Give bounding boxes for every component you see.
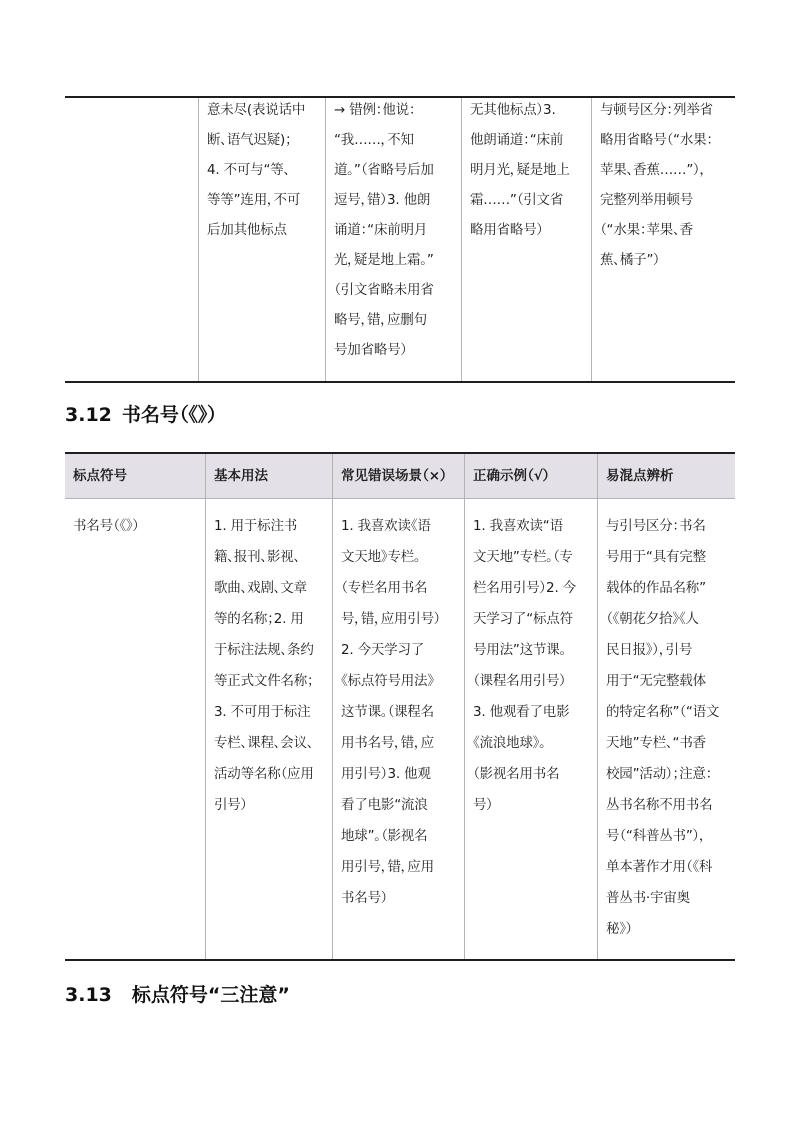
cell-text-line: （专栏名用书名: [341, 580, 428, 596]
table-cell-confusion-analysis: [597, 499, 735, 959]
section-number: 3.12: [65, 404, 112, 426]
cell-text-line: 号用法”这节课。: [473, 642, 567, 658]
cell-text-line: 苹果、香蕉……”），: [600, 162, 707, 178]
cell-text-line: 籍、报刊、影视、: [214, 549, 301, 565]
table-cell-punctuation: [65, 499, 205, 959]
section-heading-3-12: [65, 402, 217, 428]
table-row: [65, 499, 735, 959]
table-cell-correct-examples: [464, 499, 597, 959]
cell-text-line: 用于“无完整载体: [606, 673, 706, 689]
table-cell-common-errors: [332, 499, 464, 959]
cell-text-line: 校园”活动）；注意：: [606, 766, 713, 782]
cell-text-line: 完整列举用顿号: [600, 192, 694, 208]
cell-text-line: 单本著作才用（《科: [606, 859, 713, 875]
cell-text-line: 等的名称；2. 用: [214, 611, 304, 627]
cell-text-line: 略用省略号（“水果：: [600, 132, 713, 148]
cell-text-line: 于标注法规、条约: [214, 642, 314, 658]
cell-text-line: 的特定名称”（“语文: [606, 704, 720, 720]
cell-text-line: 1. 用于标注书: [214, 518, 298, 534]
cell-text-line: 霜……”（引文省: [470, 192, 564, 208]
cell-text-line: 1. 我喜欢读《语: [341, 518, 431, 534]
cell-text-line: 载体的作品名称”: [606, 580, 706, 596]
cell-text-line: 文天地”专栏。（专: [473, 549, 573, 565]
cell-text-line: 蕉、橘子”）: [600, 252, 660, 268]
cell-text-line: 看了电影“流浪: [341, 797, 428, 813]
section-title: 标点符号“三注意”: [131, 984, 290, 1006]
column-header-basic-usage: 基本用法: [205, 454, 332, 498]
cell-text-line: 3. 不可用于标注: [214, 704, 311, 720]
cell-text-line: 文天地》专栏。: [341, 549, 421, 565]
cell-text-line: 号，错，应用引号）: [341, 611, 441, 627]
table-cell-basic-usage: [198, 98, 325, 381]
section-title: 书名号（《》）: [121, 404, 217, 426]
cell-text-line: 略用省略号）: [470, 222, 544, 238]
cell-text-line: 专栏、课程、会议、: [214, 735, 314, 751]
cell-text-line: 与顿号区分：列举省: [600, 102, 713, 118]
cell-text-line: 略号，错，应删句: [334, 312, 427, 328]
cell-text-line: 4. 不可与“等、: [207, 162, 291, 178]
cell-text-line: 秘》）: [606, 921, 633, 937]
cell-text-line: 号）: [473, 797, 493, 813]
column-header-confusion-analysis: 易混点辨析: [597, 454, 735, 498]
cell-text-line: （课程名用引号）: [473, 673, 566, 689]
cell-text-line: 光，疑是地上霜。”: [334, 252, 434, 268]
column-header-punctuation: 标点符号: [73, 468, 127, 484]
table-header-row: [65, 454, 735, 499]
cell-text-line: 用引号）3. 他观: [341, 766, 431, 782]
cell-text-line: 歌曲、戏剧、文章: [214, 580, 307, 596]
cell-text-line: 明月光，疑是地上: [470, 162, 570, 178]
cell-text-line: 普丛书·宇宙奥: [606, 890, 690, 906]
cell-text-line: 书名号）: [341, 890, 388, 906]
cell-text-line: 民日报》），引号: [606, 642, 693, 658]
table-cell-correct-examples: [461, 98, 591, 381]
cell-text-line: 3. 他观看了电影: [473, 704, 570, 720]
cell-text-line: 天学习了“标点符: [473, 611, 573, 627]
cell-text-line: 用引号，错，应用: [341, 859, 434, 875]
cell-text-line: 号用于“具有完整: [606, 549, 706, 565]
cell-text-line: “我……，不知: [334, 132, 414, 148]
cell-text-line: （“水果：苹果、香: [600, 222, 693, 238]
cell-text-line: 他朗诵道：“床前: [470, 132, 564, 148]
table-cell-basic-usage: [205, 499, 332, 959]
cell-text-line: （影视名用书名: [473, 766, 560, 782]
column-header-correct-examples: 正确示例（√）: [464, 454, 597, 498]
cell-text-line: 《流浪地球》。: [473, 735, 546, 751]
table-cell-punctuation: [65, 98, 198, 381]
cell-text-line: 逗号，错）3. 他朗: [334, 192, 431, 208]
cell-text-line: 用书名号，错，应: [341, 735, 434, 751]
cell-text-line: 与引号区分：书名: [606, 518, 706, 534]
cell-text-line: 《标点符号用法》: [341, 673, 434, 689]
cell-text-line: 2. 今天学习了: [341, 642, 425, 658]
cell-text-line: 1. 我喜欢读“语: [473, 518, 563, 534]
cell-text-line: 断、语气迟疑)；: [207, 132, 292, 148]
cell-text-line: 号（“科普丛书”），: [606, 828, 706, 844]
cell-text-line: 后加其他标点: [207, 222, 287, 238]
cell-text-line: 号加省略号）: [334, 342, 408, 358]
cell-text-line: 诵道：“床前明月: [334, 222, 428, 238]
cell-text-line: 引号）: [214, 797, 248, 813]
cell-text-line: → 错例：他说：: [334, 102, 416, 118]
cell-text-line: 天地”专栏、“书香: [606, 735, 706, 751]
section-number: 3.13: [65, 984, 112, 1006]
cell-text-line: 等正式文件名称；: [214, 673, 314, 689]
cell-text-line: 活动等名称（应用: [214, 766, 314, 782]
table-cell-confusion-analysis: [591, 98, 735, 381]
cell-text-line: 意未尽(表说话中: [207, 102, 306, 118]
cell-text-line: 丛书名称不用书名: [606, 797, 713, 813]
cell-text-line: 道。”（省略号后加: [334, 162, 434, 178]
section-heading-3-13: [65, 982, 290, 1008]
cell-text-line: （引文省略未用省: [334, 282, 434, 298]
cell-text-line: 书名号（《》）: [73, 518, 140, 534]
cell-text-line: 等等”连用，不可: [207, 192, 301, 208]
cell-text-line: 无其他标点）3.: [470, 102, 556, 118]
cell-text-line: 栏名用引号）2. 今: [473, 580, 576, 596]
cell-text-line: 地球”。（影视名: [341, 828, 428, 844]
punctuation-table-3-12: [65, 452, 735, 961]
cell-text-line: 这节课。（课程名: [341, 704, 434, 720]
continued-table: [65, 96, 735, 383]
table-cell-common-errors: [325, 98, 461, 381]
cell-text-line: （《朝花夕拾》《人: [606, 611, 699, 627]
column-header-common-errors: 常见错误场景（×）: [332, 454, 464, 498]
